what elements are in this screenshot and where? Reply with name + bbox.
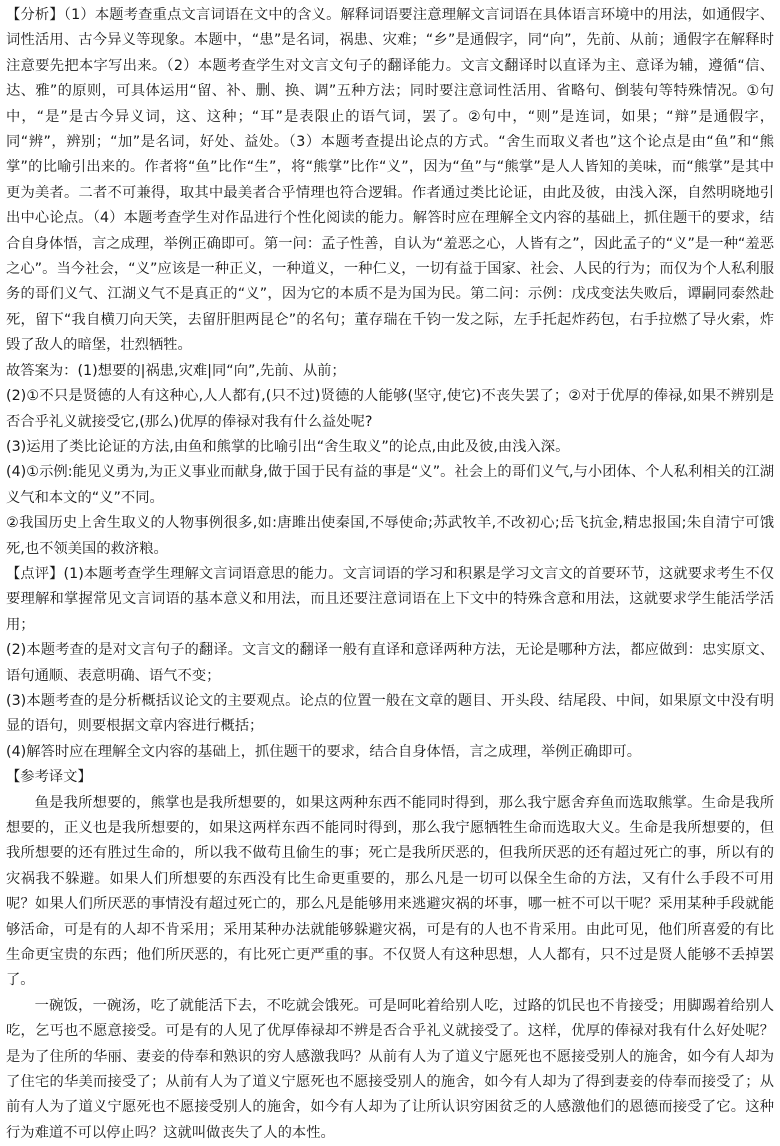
answer-paragraph-4b: ②我国历史上舍生取义的人物事例很多,如:唐雎出使秦国,不辱使命;苏武牧羊,不改初心;岳飞抗金,精忠报国;朱自清宁可饿死,也不领美国的救济粮。	[6, 515, 774, 557]
comment-paragraph-2: (2)本题考查的是对文言句子的翻译。文言文的翻译一般有直译和意译两种方法，无论是哪种方法，都应做到：忠实原文、语句通顺、表意明确、语气不变；	[6, 642, 774, 684]
answer-paragraph-4a: (4)①示例:能见义勇为,为正义事业而献身,做于国于民有益的事是“义”。社会上的哥们义气,与小团体、个人私利相关的江湖义气和本文的“义”不同。	[6, 464, 774, 506]
comment-paragraph-4: (4)解答时应在理解全文内容的基础上，抓住题干的要求，结合自身体悟，言之成理，举例正确即可。	[6, 743, 642, 760]
analysis-paragraph: 【分析】（1）本题考查重点文言词语在文中的含义。解释词语要注意理解文言词语在具体语言环境中的用法，如通假字、词性活用、古今异义等现象。本题中，“患”是名词，祸患、灾难；“乡”是通假字，同“向”，先前、从前；通假字在解释时注意要先把本字写出来。（2）本题考查学生对文言文句子的翻译能力。文言文翻译时以直译为主、意译为辅，遵循“信、达、雅”的原则，可具体运用“留、补、删、换、调”五种方法；同时要注意词性活用、省略句、倒装句等特殊情况。①句中，“是”是古今异义词，这、这种；“耳”是表限止的语气词，罢了。②句中，“则”是连词，如果；“辩”是通假字，同“辨”，辨别；“加”是名词，好处、益处。（3）本题考查提出论点的方式。“舍生而取义者也”这个论点是由“鱼”和“熊掌”的比喻引出来的。作者将“鱼”比作“生”，将“熊掌”比作“义”，因为“鱼”与“熊掌”是人人皆知的美味，而“熊掌”是其中更为美者。二者不可兼得，取其中最美者合乎情理也符合逻辑。作者通过类比论证，由此及彼，由浅入深，自然明晓地引出中心论点。（4）本题考查学生对作品进行个性化阅读的能力。解答时应在理解全文内容的基础上，抓住题干的要求，结合自身体悟，言之成理，举例正确即可。第一问：孟子性善，自认为“羞恶之心，人皆有之”，因此孟子的“义”是一种“羞恶之心”。当今社会，“义”应该是一种正义，一种道义，一种仁义，一切有益于国家、社会、人民的行为；而仅为个人私利服务的哥们义气、江湖义气不是真正的“义”，因为它的本质不是为国为民。第二问：示例：戊戌变法失败后，谭嗣同泰然赴死，留下“我自横刀向天笑，去留肝胆两昆仑”的名句；董存瑞在千钧一发之际，左手托起炸药包，右手拉燃了导火索，炸毁了敌人的暗堡，壮烈牺牲。	[6, 7, 774, 354]
translation-paragraph-2: 一碗饭，一碗汤，吃了就能活下去，不吃就会饿死。可是呵叱着给别人吃，过路的饥民也不肯接受；用脚踢着给别人吃，乞丐也不愿意接受。可是有的人见了优厚俸禄却不辨是否合乎礼义就接受了。这样，优厚的俸禄对我有什么好处呢？是为了住所的华丽、妻妾的侍奉和熟识的穷人感激我吗？从前有人为了道义宁愿死也不愿接受别人的施舍，如今有人却为了住宅的华美而接受了；从前有人为了道义宁愿死也不愿接受别人的施舍，如今有人却为了得到妻妾的侍奉而接受了；从前有人为了道义宁愿死也不愿接受别人的施舍，如今有人却为了让所认识穷困贫乏的人感激他们的恩德而接受了它。这种行为难道不可以停止吗？这就叫做丧失了人的本性。	[6, 997, 774, 1141]
comment-paragraph-3: (3)本题考查的是分析概括议论文的主要观点。论点的位置一般在文章的题目、开头段、结尾段、中间，如果原文中没有明显的语句，则要根据文章内容进行概括；	[6, 692, 774, 735]
translation-paragraph-1: 鱼是我所想要的，熊掌也是我所想要的，如果这两种东西不能同时得到，那么我宁愿舍弃鱼而选取熊掌。生命是我所想要的，正义也是我所想要的，如果这两样东西不能同时得到，那么我宁愿牺牲生命而选取大义。生命是我所想要的，但我所想要的还有胜过生命的，所以我不做苟且偷生的事；死亡是我所厌恶的，但我所厌恶的还有超过死亡的事，所以有的灾祸我不躲避。如果人们所想要的东西没有比生命更重要的，那么凡是一切可以保全生命的方法，又有什么手段不可用呢？如果人们所厌恶的事情没有超过死亡的，那么凡是能够用来逃避灾祸的坏事，哪一桩不可以干呢？采用某种手段就能够活命，可是有的人却不肯采用；采用某种办法就能够躲避灾祸，可是有的人也不肯采用。由此可见，他们所喜爱的有比生命更宝贵的东西；他们所厌恶的，有比死亡更严重的事。不仅贤人有这种思想，人人都有，只不过是贤人能够不丢掉罢了。	[6, 794, 774, 989]
answer-paragraph-1: 故答案为：(1)想要的|祸患,灾难|同“向”,先前、从前；	[6, 362, 346, 379]
translation-title: 【参考译文】	[6, 769, 92, 786]
answer-paragraph-2: (2)①不只是贤德的人有这种心,人人都有,(只不过)贤德的人能够(坚守,使它)不丧失罢了；②对于优厚的俸禄,如果不辨别是否合乎礼义就接受它,(那么)优厚的俸禄对我有什么益处呢?	[6, 388, 774, 430]
comment-paragraph-1: 【点评】(1)本题考查学生理解文言词语意思的能力。文言词语的学习和积累是学习文言文的首要环节，这就要求考生不仅要理解和掌握常见文言词语的基本意义和用法，而且还要注意词语在上下文中的特殊含意和用法，这就要求学生能活学活用；	[6, 565, 774, 633]
answer-paragraph-3: (3)运用了类比论证的方法,由鱼和熊掌的比喻引出“舍生取义”的论点,由此及彼,由浅入深。	[6, 438, 570, 455]
